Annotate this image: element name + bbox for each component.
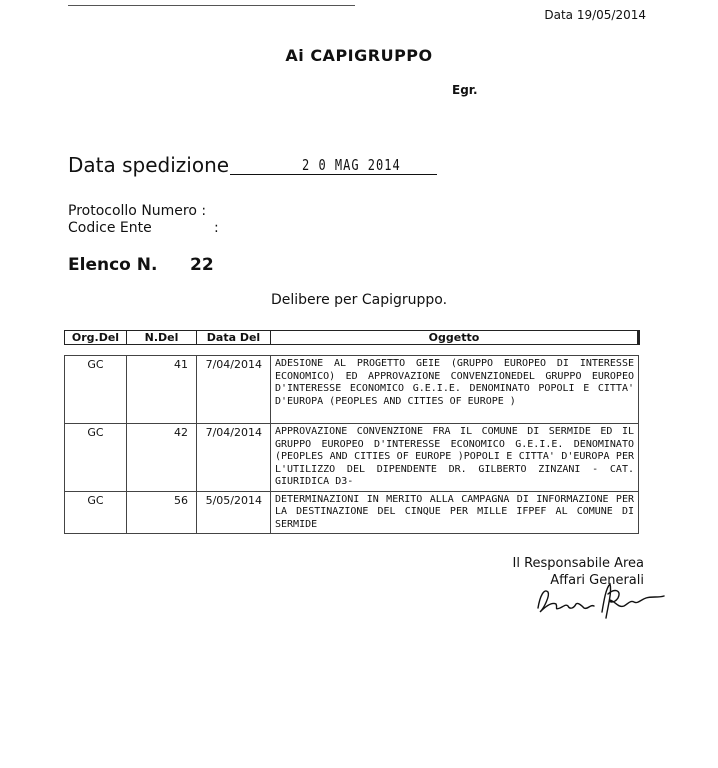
section-subtitle: Delibere per Capigruppo. (270, 292, 448, 308)
cell-date: 5/05/2014 (197, 491, 271, 534)
elenco-label: Elenco N. (68, 255, 158, 275)
table-row (65, 356, 639, 424)
date-stamp: 2 0 MAG 2014 (302, 156, 401, 174)
elenco-number: 22 (190, 255, 214, 275)
cell-date: 7/04/2014 (197, 424, 271, 492)
cell-num: 42 (127, 424, 197, 492)
document-date: Data 19/05/2014 (544, 8, 646, 22)
table-row (65, 424, 639, 492)
column-header-org: Org.Del (65, 331, 127, 345)
codice-ente-colon: : (214, 220, 219, 236)
cell-oggetto: APPROVAZIONE CONVENZIONE FRA IL COMUNE DI SERMIDE ED IL GRUPPO EUROPEO D'INTERESSE ECONOMICO G.E.I.E. DENOMINATO (PEOPLES AND CITIES OF EUROPE )POPOLI E CITTA' D'EUROPA PER L'UTILIZZO DEL DIPENDENTE DR. GILBERTO ZINZANI - CAT. GIURIDICA D3- (271, 424, 639, 492)
cell-org: GC (65, 491, 127, 534)
cell-oggetto: DETERMINAZIONI IN MERITO ALLA CAMPAGNA DI INFORMAZIONE PER LA DESTINAZIONE DEL CINQUE PER MILLE IFPEF AL COMUNE DI SERMIDE (271, 491, 639, 534)
column-header-num: N.Del (127, 331, 197, 345)
cell-num: 56 (127, 491, 197, 534)
table-row (65, 491, 639, 534)
protocollo-label: Protocollo Numero : (68, 203, 207, 219)
codice-ente-label: Codice Ente (68, 220, 152, 236)
cell-date: 7/04/2014 (197, 356, 271, 424)
cell-num: 41 (127, 356, 197, 424)
page-title: Ai CAPIGRUPPO (285, 46, 433, 65)
responsabile-title: Il Responsabile Area (512, 556, 644, 571)
spedizione-label: Data spedizione (68, 153, 230, 177)
cell-oggetto: ADESIONE AL PROGETTO GEIE (GRUPPO EUROPEO DI INTERESSE ECONOMICO) ED APPROVAZIONE CONVENZIONEDEL GRUPPO EUROPEO D'INTERESSE ECONOMICO G.E.I.E. DENOMINATO POPOLI E CITTA' D'EUROPA (PEOPLES AND CITIES OF EUROPE ) (271, 356, 639, 424)
delibere-table (64, 355, 639, 534)
column-header-oggetto: Oggetto (271, 331, 639, 345)
handwritten-signature-icon (530, 578, 670, 622)
responsabile-area: Affari Generali (550, 573, 644, 588)
spedizione-underline (230, 174, 437, 175)
column-header-date: Data Del (197, 331, 271, 345)
top-divider (68, 5, 355, 6)
cell-org: GC (65, 356, 127, 424)
table-header (64, 330, 640, 345)
cell-org: GC (65, 424, 127, 492)
recipient-label: Egr. (452, 83, 478, 97)
